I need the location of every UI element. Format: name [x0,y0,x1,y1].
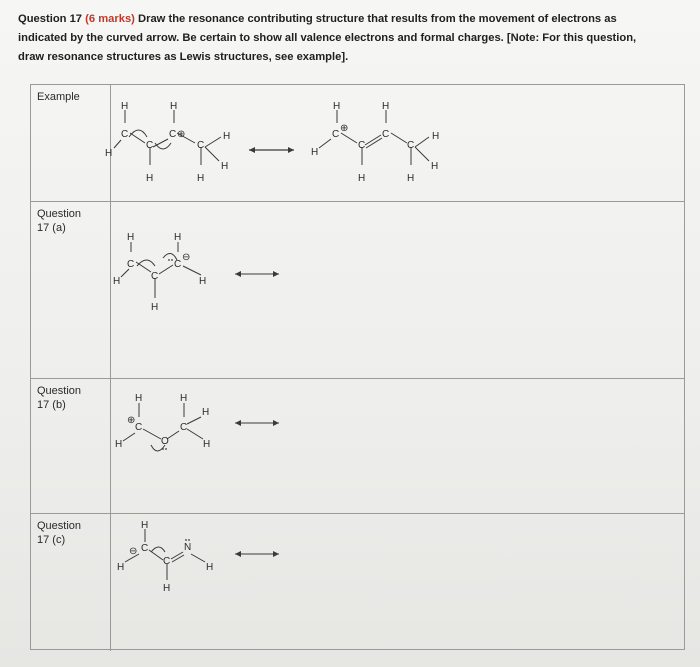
atom-h: H [202,407,210,418]
atom-h: H [170,101,178,112]
atom-h: H [407,173,415,184]
atom-h: H [333,101,341,112]
atom-h: H [117,562,125,573]
atom-h: H [311,147,319,158]
q17b-structure [111,379,686,514]
atom-h: H [146,173,154,184]
atom-h: H [197,173,205,184]
atom-h: H [180,393,188,404]
table-row-17a [31,202,684,379]
plus-charge: ⊕ [127,415,136,426]
atom-h: H [358,173,366,184]
atom-h: H [115,439,123,450]
atom-h: H [113,276,121,287]
atom-c: C [174,259,182,270]
row-label-cell [31,85,111,201]
minus-charge: ⊖ [129,546,138,557]
row-label-cell [31,514,111,651]
atom-c: C [407,140,415,151]
atom-h: H [199,276,207,287]
atom-c: C [163,556,171,567]
atom-h: H [127,232,135,243]
atom-h: H [203,439,211,450]
q17b-drawing-cell[interactable] [111,379,684,513]
atom-c: C [382,129,390,140]
atom-c: C [169,129,177,140]
row-label: Question 17 (b) [37,385,82,411]
instructions-line-2: indicated by the curved arrow. Be certain to show all valence electrons and formal charges. [Note: For this question, [18,32,637,44]
atom-c: C [121,129,129,140]
atom-n: N [184,542,192,553]
q17a-drawing-cell[interactable] [111,202,684,378]
table-row-example [31,85,684,202]
table-row-17c [31,514,684,651]
atom-h: H [432,131,440,142]
q17c-structure [111,514,686,651]
atom-c: C [197,140,205,151]
row-label: Question 17 (a) [37,208,82,234]
atom-o: O [161,436,169,447]
minus-charge: ⊖ [182,252,191,263]
q17c-drawing-cell[interactable] [111,514,684,651]
atom-h: H [151,302,159,313]
question-header [18,10,683,67]
atom-c: C [332,129,340,140]
atom-h: H [121,101,129,112]
atom-c: C [146,140,154,151]
atom-h: H [105,148,113,159]
plus-charge: ⊕ [177,129,186,140]
atom-c: C [141,543,149,554]
question-number: Question 17 [18,13,83,25]
atom-h: H [174,232,182,243]
table-row-17b [31,379,684,514]
atom-c: C [180,422,188,433]
atom-h: H [431,161,439,172]
row-label: Question 17 (c) [37,520,82,546]
atom-c: C [127,259,135,270]
atom-h: H [135,393,143,404]
atom-h: H [141,520,149,531]
atom-c: C [151,271,159,282]
atom-h: H [206,562,214,573]
example-structures [105,85,686,202]
atom-c: C [135,422,143,433]
answer-table [30,84,685,650]
q17a-structure [111,202,686,379]
atom-h: H [221,161,229,172]
atom-h: H [163,583,171,594]
row-label-cell [31,379,111,513]
atom-c: C [358,140,366,151]
atom-h: H [223,131,231,142]
instructions-line-3: draw resonance structures as Lewis structures, see example]. [18,51,349,63]
row-label: Example [37,91,80,103]
atom-h: H [382,101,390,112]
instructions-line-1: Draw the resonance contributing structure that results from the movement of electrons as [138,13,617,25]
question-marks: (6 marks) [85,13,135,25]
example-drawing-cell [105,85,684,201]
row-label-cell [31,202,111,378]
plus-charge: ⊕ [340,123,349,134]
